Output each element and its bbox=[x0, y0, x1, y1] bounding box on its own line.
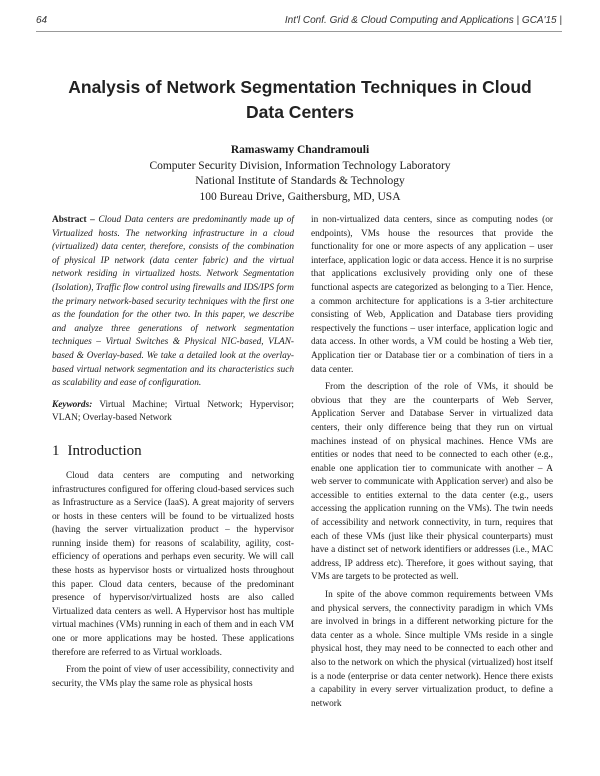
keywords-label: Keywords: bbox=[52, 399, 93, 410]
body-paragraph: in non-virtualized data centers, since as computing nodes (or endpoints), VMs house the resources that provide the functionality for one or more aspects of any application – user interface, application logic or data access. Hence it is no surprise that applications exclusively providing only one of these functional aspects are categorized as belonging to a Tier. Hence, a common architecture for applications is a 3-tier architecture consisting of Web, Application and Database tiers providing respectively the functions – user interface, application logic and data access. In other words, a VM could be hosting a Web tier, Application tier or Database tier or a combination of tiers in a data center. bbox=[311, 215, 553, 375]
running-head: Int'l Conf. Grid & Cloud Computing and Applications | GCA'15 | bbox=[284, 15, 562, 26]
body-paragraph: From the point of view of user accessibility, connectivity and security, the VMs play the same role as physical hosts bbox=[52, 665, 294, 689]
affiliation-line: 100 Bureau Drive, Gaithersburg, MD, USA bbox=[199, 190, 401, 203]
body-paragraph: In spite of the above common requirements between VMs and physical servers, the connectivity paradigm in which VMs are involved in brings in a different networking picture for the data center as a whole. Since multiple VMs reside in a single physical host, they may need to be connected to each other and also to the network on which the physical (virtualized) host itself is a node (enterprise or data center network). Hence there exists a capability in every server virtualization product, to define a network bbox=[311, 590, 553, 709]
body-paragraph: From the description of the role of VMs, it should be obvious that they are the counterparts of Web Server, Application Server and Database Server in virtualized data centers, their only difference being that they run on virtual machines instead of on physical machines. Hence VMs are entities or nodes that need to be connected to each other (e.g., enable one application tier to communicate with another – A web server to communicate with Application server) and also be accessible to entities external to the data center (e.g., users accessing the application running on the VMs). The twin needs of accessibility and network connectivity, in turn, requires that each of these VMs (just like their physical counterparts) must have a distinct set of network identifiers or addresses (i.e., MAC address, IP address etc). Therefore, it goes without saying, that VMs are targets to be protected as well. bbox=[311, 382, 553, 583]
page-number: 64 bbox=[36, 15, 48, 26]
keywords-text: Virtual Machine; Virtual Network; Hypervisor; VLAN; Overlay-based Network bbox=[52, 399, 295, 424]
keywords bbox=[52, 399, 294, 426]
section-number: 1 bbox=[52, 442, 60, 459]
header-rule bbox=[36, 31, 562, 32]
body-paragraph: Cloud data centers are computing and networking infrastructures configured for offering cloud-based services such as Infrastructure as a Service (IaaS). A great majority of servers or hosts in these centers will be found to be virtualized hosts (having the server virtualization product – the hypervisor running inside them) for reasons of scalability, agility, cost-efficiency of operations and perhaps even security. We will call these hosts as hypervisor hosts or virtualized hosts throughout this paper. Cloud data centers, because of the predominant presence of hypervisor/virtualized hosts are also called Virtualized data centers as well. A Hypervisor host has multiple virtual machines (VMs) running in each of them and in each VM one or more applications may be hosted. These applications therefore are referred to as Virtual workloads. bbox=[52, 470, 294, 658]
paper-title: Analysis of Network Segmentation Techniques in Cloud Data Centers bbox=[68, 77, 532, 122]
author-block bbox=[60, 143, 540, 205]
abstract-label: Abstract – bbox=[52, 215, 95, 225]
abstract-text: Cloud Data centers are predominantly made up of Virtualized hosts. The networking infrastructure in a cloud (virtualized) data center, therefore, consists of the combination of physical IP network (data center fabric) and the virtual network residing in virtualized hosts. Network Segmentation (Isolation), Traffic flow control using firewalls and IDS/IPS form the primary network-based security techniques with the first one as the foundation for the other two. In this paper, we describe and analyze three generations of network segmentation techniques – Virtual Switches & Physical NIC-based, VLAN-based & Overlay-based. We take a detailed look at the overlay-based virtual network segmentation and its characteristics such as scalability and ease of configuration. bbox=[52, 215, 294, 389]
author-name: Ramaswamy Chandramouli bbox=[230, 144, 370, 156]
section-title: Introduction bbox=[67, 442, 142, 459]
abstract bbox=[52, 214, 294, 391]
right-column bbox=[311, 214, 553, 711]
running-header bbox=[36, 15, 562, 29]
affiliation-line: Computer Security Division, Information Technology Laboratory bbox=[149, 159, 451, 172]
section-heading bbox=[52, 442, 294, 460]
left-column bbox=[52, 214, 294, 691]
affiliation-line: National Institute of Standards & Technology bbox=[195, 175, 405, 187]
